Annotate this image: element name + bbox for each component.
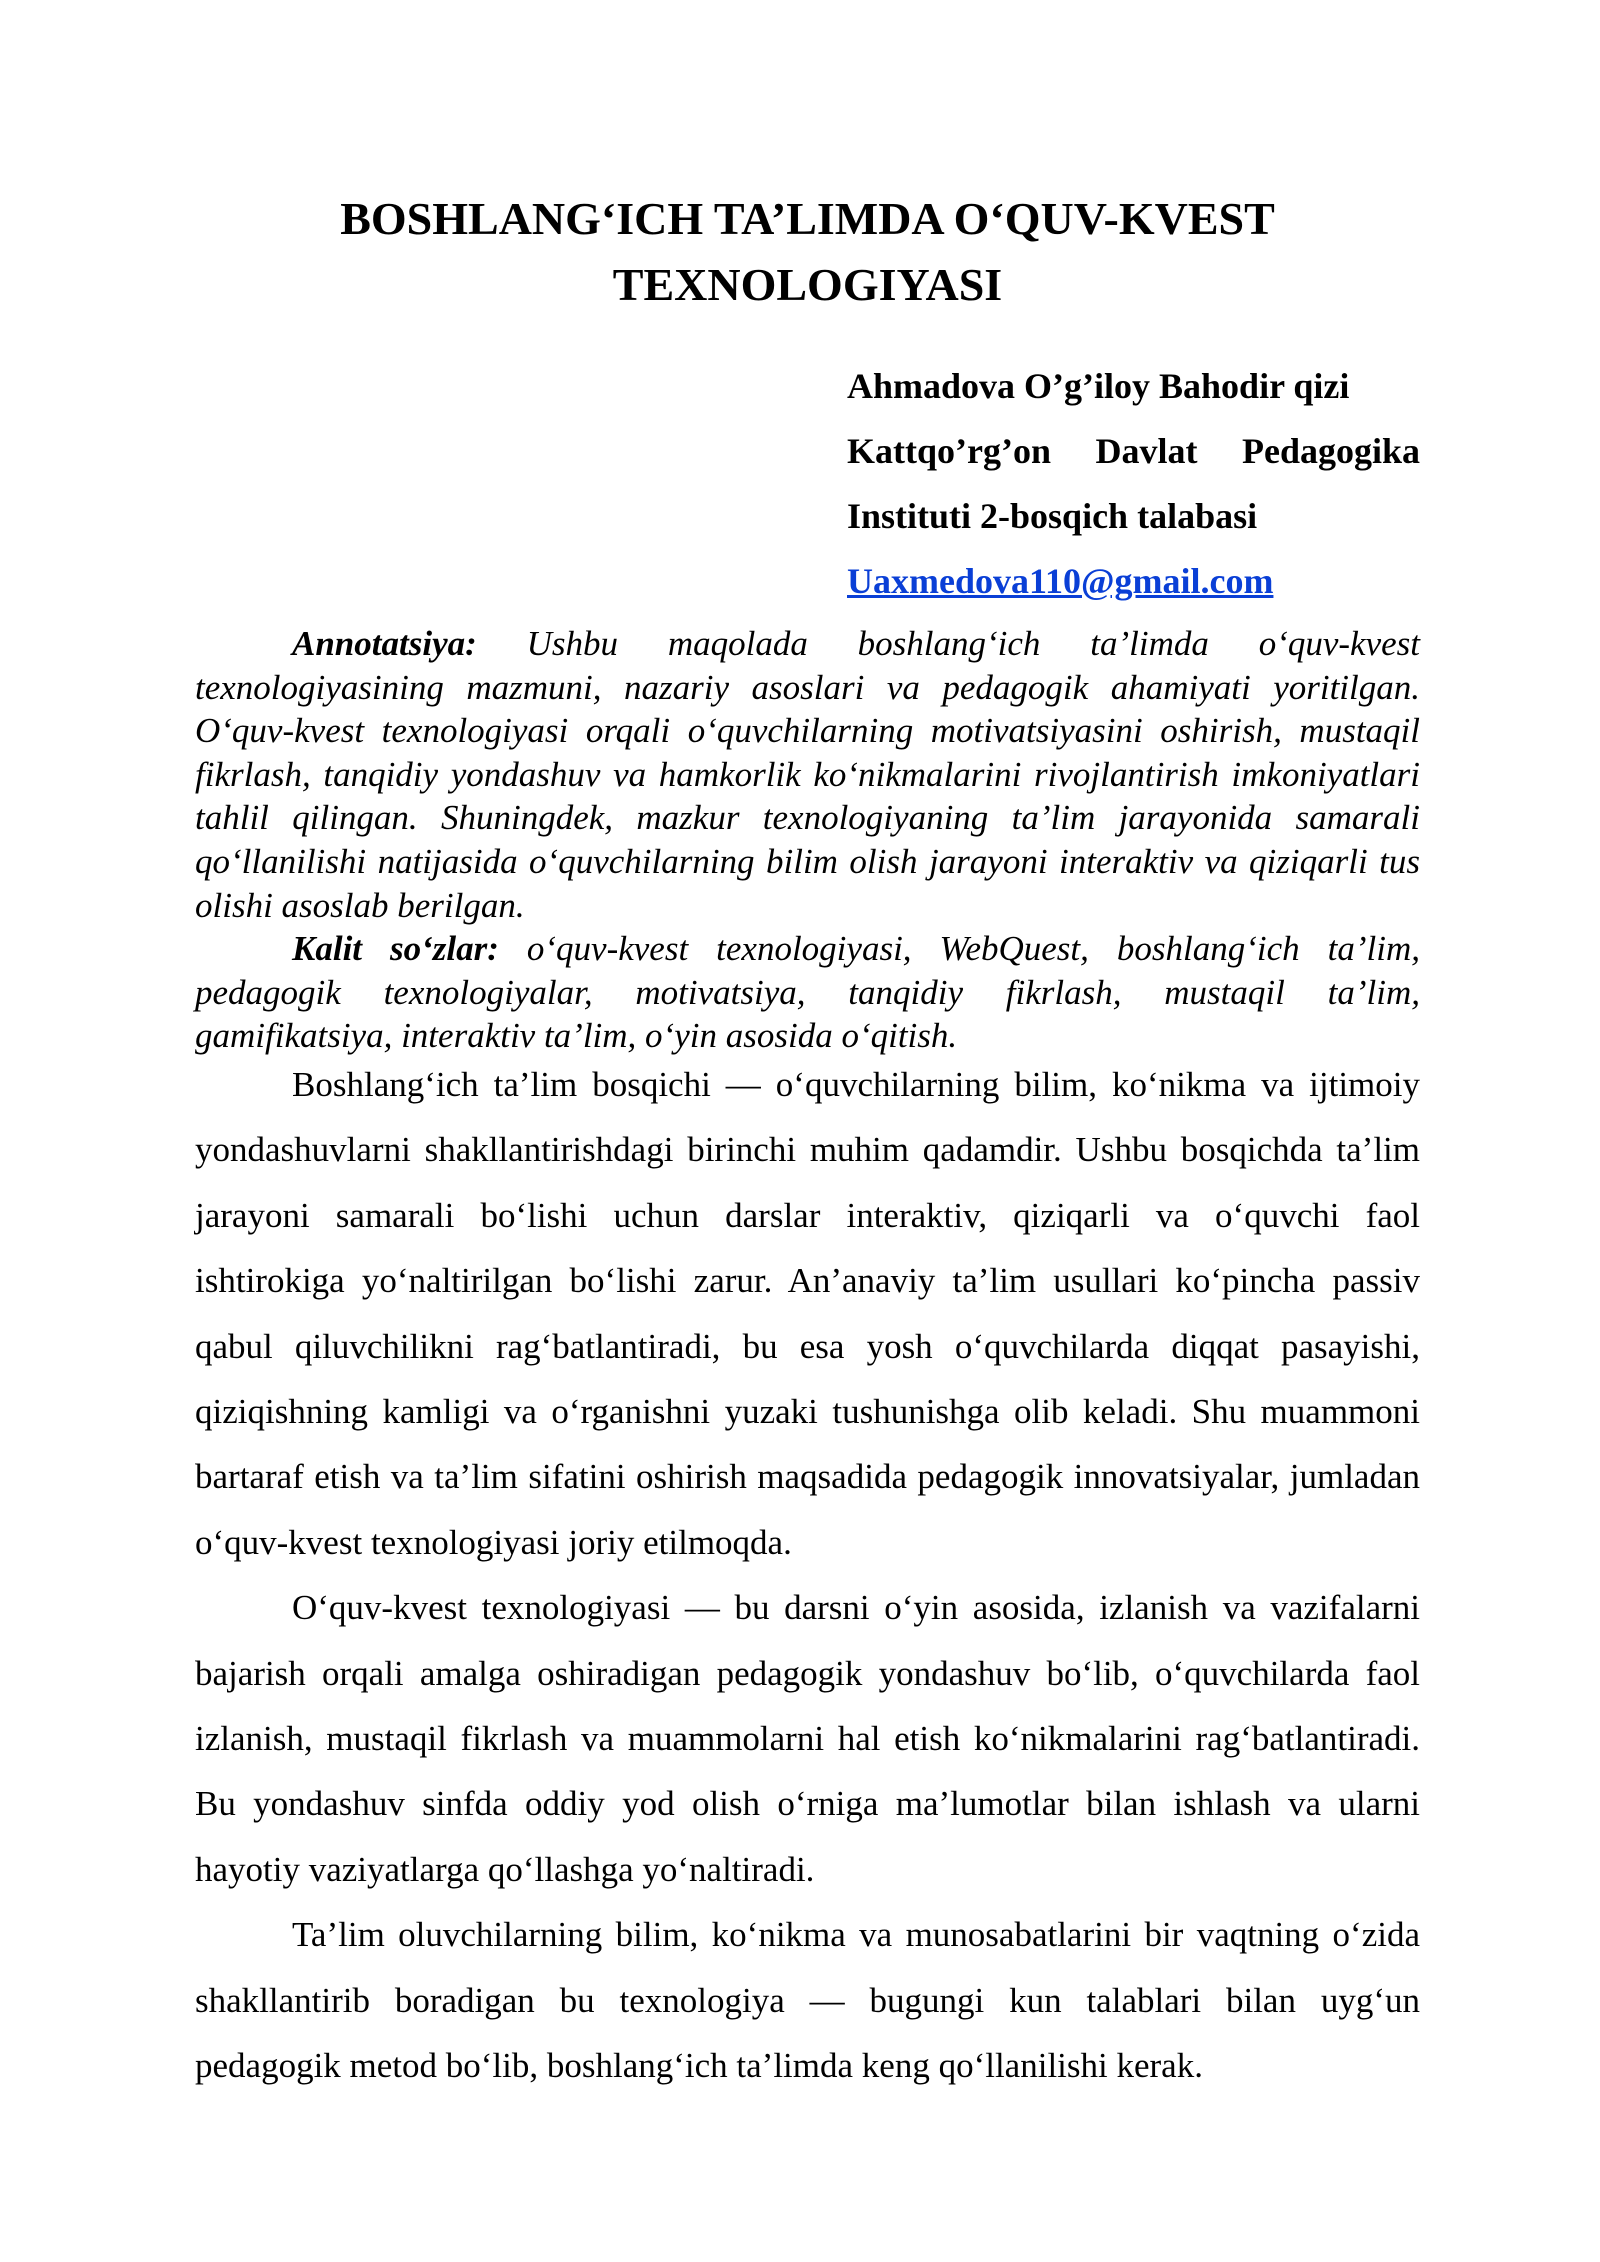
keywords-paragraph — [195, 927, 1420, 1058]
body-paragraph-1: Boshlang‘ich ta’lim bosqichi — o‘quvchilarning bilim, ko‘nikma va ijtimoiy yondashuvlarni shakllantirishdagi birinchi muhim qadamdir. Ushbu bosqichda ta’lim jarayoni samarali bo‘lishi uchun darslar interaktiv, qiziqarli va o‘quvchi faol ishtirokiga yo‘naltirilgan bo‘lishi zarur. An’anaviy ta’lim usullari ko‘pincha passiv qabul qiluvchilikni rag‘batlantiradi, bu esa yosh o‘quvchilarda diqqat pasayishi, qiziqishning kamligi va o‘rganishni yuzaki tushunishga olib keladi. Shu muammoni bartaraf etish va ta’lim sifatini oshirish maqsadida pedagogik innovatsiyalar, jumladan o‘quv-kvest texnologiyasi joriy etilmoqda. — [195, 1065, 1420, 1562]
title-line-2: TEXNOLOGIYASI — [612, 259, 1003, 310]
abstract-label: Annotatsiya: — [292, 624, 477, 663]
abstract-text: Ushbu maqolada boshlang‘ich ta’limda o‘quv-kvest texnologiyasining mazmuni, nazariy asoslari va pedagogik ahamiyati yoritilgan. O‘quv-kvest texnologiyasi orqali o‘quvchilarning motivatsiyasini oshirish, mustaqil fikrlash, tanqidiy yondashuv va hamkorlik ko‘nikmalarini rivojlantirish imkoniyatlari tahlil qilingan. Shuningdek, mazkur texnologiyaning ta’lim jarayonida samarali qo‘llanilishi natijasida o‘quvchilarning bilim olish jarayoni interaktiv va qiziqarli tus olishi asoslab berilgan. — [195, 624, 1420, 925]
author-email-link[interactable]: Uaxmedova110@gmail.com — [847, 561, 1274, 601]
abstract-section — [195, 622, 1420, 1058]
author-affiliation-line-2: Instituti 2-bosqich talabasi — [847, 496, 1258, 536]
body-paragraph-2: O‘quv-kvest texnologiyasi — bu darsni o‘yin asosida, izlanish va vazifalarni bajarish orqali amalga oshiradigan pedagogik yondashuv bo‘lib, o‘quvchilarda faol izlanish, mustaqil fikrlash va muammolarni hal etish ko‘nikmalarini rag‘batlantiradi. Bu yondashuv sinfda oddiy yod olish o‘rniga ma’lumotlar bilan ishlash va ularni hayotiy vaziyatlarga qo‘llashga yo‘naltiradi. — [195, 1588, 1420, 1889]
author-name: Ahmadova O’g’iloy Bahodir qizi — [847, 366, 1350, 406]
keywords-text: o‘quv-kvest texnologiyasi, WebQuest, boshlang‘ich ta’lim, pedagogik texnologiyalar, motivatsiya, tanqidiy fikrlash, mustaqil ta’lim, gamifikatsiya, interaktiv ta’lim, o‘yin asosida o‘qitish. — [195, 929, 1420, 1056]
abstract-paragraph — [195, 622, 1420, 927]
article-title — [195, 186, 1420, 318]
author-affiliation-line-1: Kattqo’rg’on Davlat Pedagogika — [847, 431, 1420, 471]
author-block — [847, 354, 1420, 614]
body-paragraph-3: Ta’lim oluvchilarning bilim, ko‘nikma va munosabatlarini bir vaqtning o‘zida shakllantirib boradigan bu texnologiya — bugungi kun talablari bilan uyg‘un pedagogik metod bo‘lib, boshlang‘ich ta’limda keng qo‘llanilishi kerak. — [195, 1915, 1420, 2086]
keywords-label: Kalit so‘zlar: — [292, 929, 499, 969]
article-body — [195, 1052, 1420, 2099]
title-line-1: BOSHLANG‘ICH TA’LIMDA O‘QUV-KVEST — [340, 193, 1275, 244]
